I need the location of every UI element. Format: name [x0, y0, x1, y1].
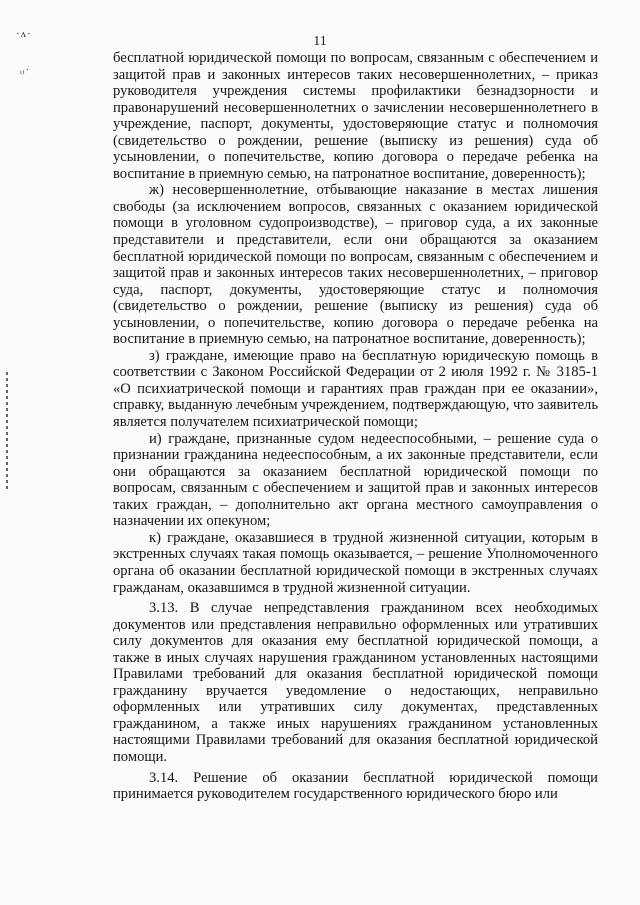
paragraph-item-z: з) граждане, имеющие право на бесплатную юридическую помощь в соответствии с Законом Российской Федерации от 2 июля 1992 г. № 3185-1 «О психиатрической помощи и гарантиях прав граждан при ее оказании», справку, выданную лечебным учреждением, подтверждающую, что заявитель является получателем психиатрической помощи;: [113, 347, 598, 431]
paragraph-3-13: 3.13. В случае непредставления гражданином всех необходимых документов или представления неправильно оформленных или утративших силу документов для оказания ему бесплатной юридической помощи, а также в иных случаях нарушения гражданином установленных настоящими Правилами требований для оказания бесплатной юридической помощи гражданину вручается уведомление о недостающих, неправильно оформленных или утративших силу документах, представленных гражданином, а также иных нарушениях гражданином установленных настоящими Правилами требований для оказания бесплатной юридической помощи.: [113, 600, 598, 765]
page-number: 11: [313, 34, 327, 49]
corner-mark-bottom: ᵢᵢ·: [20, 64, 31, 76]
paragraph-3-14: 3.14. Решение об оказании бесплатной юридической помощи принимается руководителем государственного юридического бюро или: [113, 769, 598, 803]
paragraph-item-zh: ж) несовершеннолетние, отбывающие наказание в местах лишения свободы (за исключением вопросов, связанных с оказанием юридической помощи в уголовном судопроизводстве), – приговор суда, а их законные представители и представители, если они обращаются за оказанием бесплатной юридической помощи по вопросам, связанным с обеспечением и защитой прав и законных интересов таких несовершеннолетних, – приговор суда, паспорт, документы, удостоверяющие статус и полномочия (свидетельство о рождении, решение (выписку из решения) суда об усыновлении, о попечительстве, копию договора о передаче ребенка на воспитание в приемную семью, на патронатное воспитание, доверенность);: [113, 182, 598, 348]
binding-edge-marks: [6, 372, 8, 490]
paragraph-item-k: к) граждане, оказавшиеся в трудной жизненной ситуации, которым в экстренных случаях такая помощь оказывается, – решение Уполномоченного органа об оказании бесплатной юридической помощи в экстренных случаях гражданам, оказавшимся в трудной жизненной ситуации.: [113, 529, 598, 596]
paragraph-continuation: бесплатной юридической помощи по вопросам, связанным с обеспечением и защитой прав и законных интересов таких несовершеннолетних, – приказ руководителя учреждения системы профилактики безнадзорности и правонарушений несовершеннолетних о зачислении несовершеннолетнего в учреждение, паспорт, документы, удостоверяющие статус и полномочия (свидетельство о рождении, решение (выписку из решения) суда об усыновлении, о попечительстве, копию договора о передаче ребенка на воспитание в приемную семью, на патронатное воспитание, доверенность);: [113, 50, 598, 182]
document-body: [113, 50, 598, 803]
corner-mark-top: ·ʌ·: [16, 28, 32, 40]
paragraph-item-i: и) граждане, признанные судом недееспособными, – решение суда о признании гражданина недееспособным, а их законные представители, если они обращаются за оказанием бесплатной юридической помощи по вопросам, связанным с обеспечением и защитой прав и законных интересов таких граждан, – дополнительно акт органа местного самоуправления о назначении их опекуном;: [113, 430, 598, 530]
